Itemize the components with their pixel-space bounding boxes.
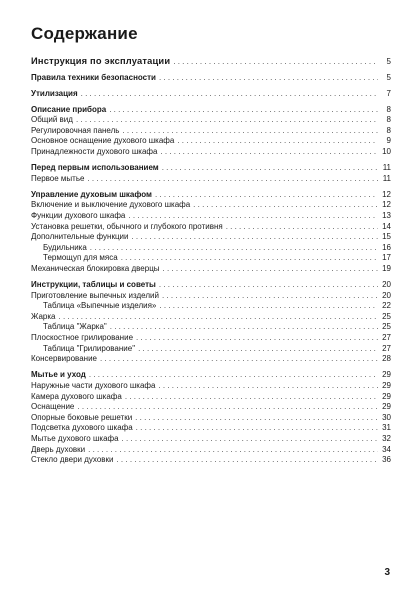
toc-entry[interactable] bbox=[31, 56, 391, 67]
table-of-contents bbox=[31, 56, 391, 466]
toc-leader-dots bbox=[100, 354, 378, 365]
toc-entry[interactable] bbox=[31, 264, 391, 275]
toc-entry[interactable] bbox=[31, 344, 391, 355]
toc-entry[interactable] bbox=[31, 402, 391, 413]
toc-entry-label: Регулировочная панель bbox=[31, 125, 120, 135]
toc-entry[interactable] bbox=[31, 174, 391, 185]
toc-entry[interactable] bbox=[31, 423, 391, 434]
toc-entry-label: Таблица "Жарка" bbox=[43, 322, 107, 332]
toc-entry-page: 25 bbox=[382, 311, 391, 321]
toc-entry[interactable] bbox=[31, 354, 391, 365]
toc-entry-label: Механическая блокировка дверцы bbox=[31, 264, 160, 273]
toc-entry-page: 20 bbox=[382, 290, 391, 300]
toc-leader-dots bbox=[110, 322, 378, 333]
toc-leader-dots bbox=[87, 174, 378, 185]
toc-entry-label: Камера духового шкафа bbox=[31, 391, 122, 401]
toc-entry-page: 8 bbox=[386, 125, 391, 135]
toc-leader-dots bbox=[81, 89, 378, 100]
toc-entry[interactable] bbox=[31, 280, 391, 291]
toc-leader-dots bbox=[138, 344, 378, 355]
toc-entry-label: Плоскостное грилирование bbox=[31, 333, 134, 343]
toc-leader-dots bbox=[162, 291, 378, 302]
toc-leader-dots bbox=[177, 136, 378, 147]
toc-entry-page: 25 bbox=[382, 322, 391, 332]
toc-entry[interactable] bbox=[31, 73, 391, 84]
toc-leader-dots bbox=[155, 190, 378, 201]
toc-entry[interactable] bbox=[31, 163, 391, 174]
toc-entry-page: 22 bbox=[382, 301, 391, 311]
toc-entry-label: Перед первым использованием bbox=[31, 163, 159, 173]
toc-leader-dots bbox=[193, 200, 378, 211]
toc-leader-dots bbox=[122, 126, 378, 137]
toc-entry-label: Опорные боковые решетки bbox=[31, 412, 133, 422]
toc-leader-dots bbox=[162, 163, 378, 174]
toc-entry-page: 16 bbox=[382, 242, 391, 252]
toc-entry[interactable] bbox=[31, 222, 391, 233]
toc-entry[interactable] bbox=[31, 322, 391, 333]
toc-leader-dots bbox=[136, 423, 378, 434]
toc-entry[interactable] bbox=[31, 455, 391, 466]
toc-entry-label: Мытье духового шкафа bbox=[31, 433, 119, 443]
toc-entry-label: Дополнительные функции bbox=[31, 232, 129, 242]
toc-entry-page: 17 bbox=[382, 253, 391, 263]
toc-entry-label: Будильника bbox=[43, 242, 87, 252]
toc-entry[interactable] bbox=[31, 413, 391, 424]
toc-leader-dots bbox=[158, 381, 378, 392]
toc-entry[interactable] bbox=[31, 136, 391, 147]
toc-entry-label: Правила техники безопасности bbox=[31, 72, 156, 82]
toc-entry-label: Включение и выключение духового шкафа bbox=[31, 200, 191, 210]
toc-entry-label: Первое мытье bbox=[31, 173, 85, 183]
toc-leader-dots bbox=[116, 455, 378, 466]
toc-entry-page: 11 bbox=[382, 173, 391, 183]
toc-entry-label: Таблица "Грилирование" bbox=[43, 343, 136, 353]
toc-leader-dots bbox=[131, 232, 378, 243]
toc-entry-label: Жарка bbox=[31, 311, 56, 321]
toc-entry-page: 14 bbox=[382, 221, 391, 231]
toc-entry-page: 29 bbox=[382, 402, 391, 412]
toc-entry-page: 29 bbox=[382, 391, 391, 401]
toc-entry-page: 13 bbox=[382, 211, 391, 221]
toc-entry-page: 20 bbox=[382, 280, 391, 290]
toc-entry-page: 5 bbox=[386, 57, 391, 66]
toc-entry[interactable] bbox=[31, 392, 391, 403]
toc-entry-page: 8 bbox=[386, 115, 391, 125]
toc-entry[interactable] bbox=[31, 312, 391, 323]
toc-leader-dots bbox=[159, 73, 378, 84]
toc-entry-label: Принадлежности духового шкафа bbox=[31, 147, 158, 157]
toc-leader-dots bbox=[125, 392, 378, 403]
toc-entry[interactable] bbox=[31, 434, 391, 445]
toc-entry-page: 9 bbox=[386, 136, 391, 146]
toc-entry-page: 7 bbox=[386, 88, 391, 98]
toc-entry-page: 27 bbox=[382, 333, 391, 343]
toc-entry-label: Подсветка духового шкафа bbox=[31, 423, 133, 433]
toc-entry-page: 28 bbox=[382, 354, 391, 364]
toc-entry-page: 19 bbox=[382, 264, 391, 273]
toc-leader-dots bbox=[136, 333, 378, 344]
toc-entry-page: 34 bbox=[382, 444, 391, 454]
toc-entry-label: Приготовление выпечных изделий bbox=[31, 290, 159, 300]
toc-entry-label: Утилизация bbox=[31, 88, 78, 98]
page-title: Содержание bbox=[31, 24, 138, 43]
toc-leader-dots bbox=[77, 402, 378, 413]
toc-entry[interactable] bbox=[31, 301, 391, 312]
toc-entry-page: 15 bbox=[382, 232, 391, 242]
toc-entry[interactable] bbox=[31, 190, 391, 201]
toc-entry[interactable] bbox=[31, 291, 391, 302]
toc-entry-label: Наружные части духового шкафа bbox=[31, 380, 156, 390]
toc-entry-page: 30 bbox=[382, 412, 391, 422]
toc-entry-page: 36 bbox=[382, 455, 391, 465]
toc-entry-label: Термощуп для мяса bbox=[43, 253, 118, 263]
toc-entry-page: 31 bbox=[382, 423, 391, 433]
toc-entry[interactable] bbox=[31, 253, 391, 264]
toc-entry[interactable] bbox=[31, 381, 391, 392]
toc-entry[interactable] bbox=[31, 126, 391, 137]
toc-entry[interactable] bbox=[31, 370, 391, 381]
toc-entry-label: Установка решетки, обычного и глубокого противня bbox=[31, 221, 223, 231]
toc-leader-dots bbox=[159, 301, 378, 312]
toc-entry[interactable] bbox=[31, 211, 391, 222]
toc-leader-dots bbox=[89, 370, 378, 381]
toc-entry-page: 12 bbox=[382, 189, 391, 199]
toc-leader-dots bbox=[160, 147, 378, 158]
toc-leader-dots bbox=[128, 211, 378, 222]
toc-entry-page: 27 bbox=[382, 343, 391, 353]
toc-entry-label: Стекло двери духовки bbox=[31, 455, 114, 465]
toc-entry-page: 11 bbox=[382, 163, 391, 173]
toc-leader-dots bbox=[76, 115, 378, 126]
toc-entry[interactable] bbox=[31, 445, 391, 456]
toc-entry[interactable] bbox=[31, 243, 391, 254]
toc-leader-dots bbox=[121, 253, 378, 264]
toc-leader-dots bbox=[135, 413, 378, 424]
toc-leader-dots bbox=[159, 280, 378, 291]
toc-entry-page: 29 bbox=[382, 380, 391, 390]
toc-entry-label: Общий вид bbox=[31, 115, 73, 125]
toc-leader-dots bbox=[59, 312, 379, 323]
toc-entry-page: 32 bbox=[382, 433, 391, 443]
toc-entry-page: 8 bbox=[386, 104, 391, 114]
toc-entry-label: Инструкция по эксплуатации bbox=[31, 56, 171, 66]
toc-entry-page: 10 bbox=[382, 147, 391, 157]
toc-entry-label: Мытье и уход bbox=[31, 370, 86, 380]
toc-leader-dots bbox=[163, 264, 378, 275]
toc-entry[interactable] bbox=[31, 200, 391, 211]
toc-entry-label: Функции духового шкафа bbox=[31, 211, 126, 221]
toc-entry[interactable] bbox=[31, 232, 391, 243]
toc-entry-label: Оснащение bbox=[31, 402, 75, 412]
toc-entry-label: Описание прибора bbox=[31, 104, 107, 114]
toc-entry[interactable] bbox=[31, 333, 391, 344]
toc-leader-dots bbox=[109, 105, 378, 116]
toc-entry-label: Дверь духовки bbox=[31, 444, 86, 454]
toc-entry-label: Таблица «Выпечные изделия» bbox=[43, 301, 157, 311]
toc-leader-dots bbox=[122, 434, 378, 445]
page-number: 3 bbox=[384, 567, 390, 578]
toc-leader-dots bbox=[88, 445, 378, 456]
toc-entry[interactable] bbox=[31, 147, 391, 158]
toc-leader-dots bbox=[173, 56, 378, 67]
toc-entry[interactable] bbox=[31, 89, 391, 100]
toc-entry-page: 29 bbox=[382, 370, 391, 380]
toc-entry-label: Консервирование bbox=[31, 354, 97, 364]
toc-entry-label: Основное оснащение духового шкафа bbox=[31, 136, 175, 146]
toc-entry-label: Управление духовым шкафом bbox=[31, 189, 152, 199]
toc-leader-dots bbox=[90, 243, 378, 254]
toc-entry[interactable] bbox=[31, 115, 391, 126]
toc-entry-label: Инструкции, таблицы и советы bbox=[31, 280, 156, 290]
toc-leader-dots bbox=[226, 222, 378, 233]
toc-entry-page: 5 bbox=[386, 72, 391, 82]
toc-entry[interactable] bbox=[31, 105, 391, 116]
toc-entry-page: 12 bbox=[382, 200, 391, 210]
